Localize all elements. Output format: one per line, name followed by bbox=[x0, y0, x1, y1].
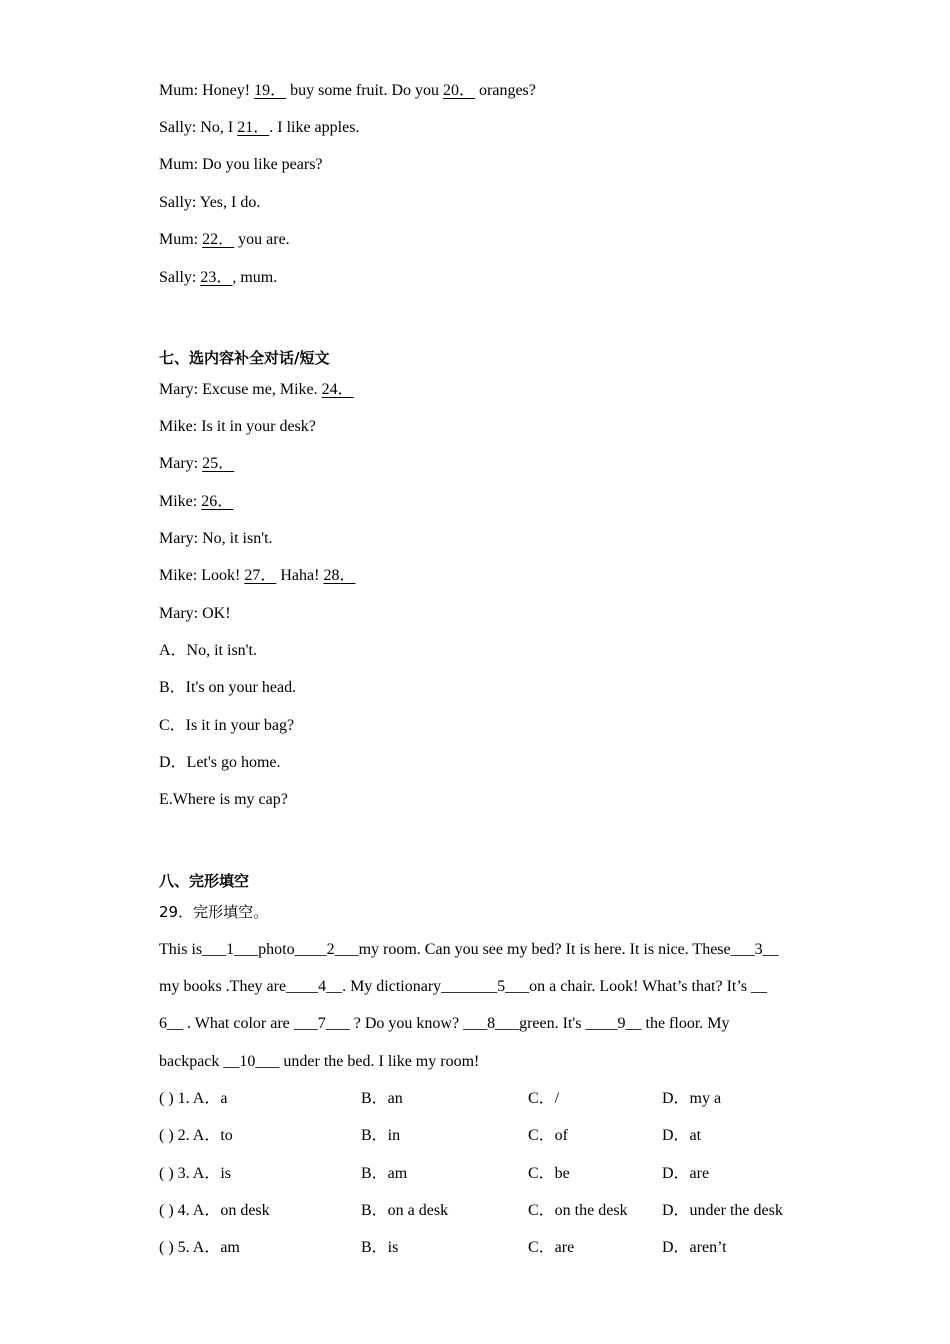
blank-5[interactable]: _______5___ bbox=[441, 978, 530, 995]
choice-c[interactable]: C．/ bbox=[528, 1090, 560, 1107]
passage-line bbox=[159, 939, 779, 961]
passage-text: . What color are bbox=[183, 1015, 294, 1032]
choice-c[interactable]: C．be bbox=[528, 1165, 570, 1182]
choice-c[interactable]: C．on the desk bbox=[528, 1202, 628, 1219]
option-b: B．It's on your head. bbox=[159, 679, 297, 696]
dialogue-line: Mike: Is it in your desk? bbox=[159, 418, 316, 435]
option-d: D．Let's go home. bbox=[159, 754, 281, 771]
dialogue-line bbox=[159, 117, 359, 139]
speaker-text: Mike: bbox=[159, 493, 202, 510]
dialogue-text: buy some fruit. Do you bbox=[286, 82, 443, 99]
blank-21[interactable]: 21． bbox=[237, 119, 270, 136]
blank-22[interactable]: 22． bbox=[202, 231, 235, 248]
dialogue-text: . I like apples. bbox=[269, 119, 360, 136]
choice-b[interactable]: B．in bbox=[361, 1127, 401, 1144]
question-29: 29．完形填空。 bbox=[159, 903, 269, 921]
dialogue-line bbox=[159, 453, 234, 475]
choice-d[interactable]: D．under the desk bbox=[662, 1202, 783, 1219]
speaker-text: Sally: bbox=[159, 269, 201, 286]
blank-8[interactable]: ___8___ bbox=[463, 1015, 520, 1032]
blank-1[interactable]: ___1___ bbox=[202, 941, 259, 958]
dialogue-line bbox=[159, 229, 290, 251]
choice-row-4 bbox=[159, 1200, 799, 1222]
passage-text: This is bbox=[159, 941, 203, 958]
passage-line bbox=[159, 1051, 479, 1073]
choice-question[interactable]: ( ) 3. A．is bbox=[159, 1165, 232, 1182]
speaker-text: Mum: bbox=[159, 231, 203, 248]
section-7-heading: 七、选内容补全对话/短文 bbox=[159, 349, 330, 367]
choice-d[interactable]: D．at bbox=[662, 1127, 702, 1144]
speaker-text: Mike: Look! bbox=[159, 567, 245, 584]
dialogue-line: Mary: OK! bbox=[159, 605, 231, 622]
choice-b[interactable]: B．is bbox=[361, 1239, 399, 1256]
dialogue-line: Sally: Yes, I do. bbox=[159, 194, 261, 211]
dialogue-line bbox=[159, 379, 354, 401]
passage-text: on a chair. Look! What’s that? It’s bbox=[529, 978, 752, 995]
choice-d[interactable]: D．are bbox=[662, 1165, 710, 1182]
dialogue-line: Mum: Do you like pears? bbox=[159, 156, 323, 173]
speaker-text: Mary: bbox=[159, 455, 203, 472]
option-a: A．No, it isn't. bbox=[159, 642, 258, 659]
speaker-text: Mary: Excuse me, Mike. bbox=[159, 381, 322, 398]
choice-row-5 bbox=[159, 1237, 799, 1259]
blank-20[interactable]: 20． bbox=[443, 82, 476, 99]
blank-7[interactable]: ___7___ bbox=[293, 1015, 350, 1032]
choice-row-3 bbox=[159, 1163, 799, 1185]
dialogue-line bbox=[159, 80, 536, 102]
passage-text: photo bbox=[258, 941, 295, 958]
speaker-text: Sally: No, I bbox=[159, 119, 238, 136]
choice-c[interactable]: C．are bbox=[528, 1239, 575, 1256]
choice-question[interactable]: ( ) 1. A．a bbox=[159, 1090, 228, 1107]
blank-23[interactable]: 23． bbox=[200, 269, 233, 286]
passage-text: ? Do you know? bbox=[349, 1015, 464, 1032]
passage-text: my room. Can you see my bed? It is here. It is nice. These bbox=[358, 941, 731, 958]
choice-question[interactable]: ( ) 5. A．am bbox=[159, 1239, 240, 1256]
passage-text: under the bed. I like my room! bbox=[279, 1053, 480, 1070]
choice-d[interactable]: D．my a bbox=[662, 1090, 722, 1107]
section-8-heading: 八、完形填空 bbox=[159, 872, 250, 890]
speaker-text: Mum: Honey! bbox=[159, 82, 255, 99]
blank-3[interactable]: ___3__ bbox=[730, 941, 779, 958]
choice-b[interactable]: B．am bbox=[361, 1165, 408, 1182]
passage-text: the floor. My bbox=[641, 1015, 730, 1032]
option-c: C．Is it in your bag? bbox=[159, 717, 295, 734]
blank-19[interactable]: 19． bbox=[254, 82, 287, 99]
choice-row-1 bbox=[159, 1088, 799, 1110]
blank-6-start[interactable]: __ bbox=[751, 978, 768, 995]
choice-b[interactable]: B．on a desk bbox=[361, 1202, 449, 1219]
dialogue-text: , mum. bbox=[232, 269, 278, 286]
dialogue-text: oranges? bbox=[475, 82, 536, 99]
option-e: E.Where is my cap? bbox=[159, 791, 288, 808]
passage-line bbox=[159, 976, 767, 998]
blank-28[interactable]: 28． bbox=[323, 567, 356, 584]
blank-6-end[interactable]: 6__ bbox=[159, 1015, 183, 1032]
blank-25[interactable]: 25． bbox=[202, 455, 235, 472]
blank-2[interactable]: ____2___ bbox=[294, 941, 359, 958]
blank-27[interactable]: 27． bbox=[244, 567, 277, 584]
choice-d[interactable]: D．aren’t bbox=[662, 1239, 727, 1256]
dialogue-line bbox=[159, 267, 277, 289]
dialogue-text: you are. bbox=[234, 231, 290, 248]
choice-question[interactable]: ( ) 2. A．to bbox=[159, 1127, 233, 1144]
blank-24[interactable]: 24． bbox=[321, 381, 354, 398]
passage-text: green. It's bbox=[519, 1015, 586, 1032]
blank-4[interactable]: ____4__ bbox=[286, 978, 343, 995]
choice-b[interactable]: B．an bbox=[361, 1090, 403, 1107]
dialogue-line bbox=[159, 565, 355, 587]
dialogue-line bbox=[159, 491, 233, 513]
passage-text: . My dictionary bbox=[342, 978, 442, 995]
blank-9[interactable]: ____9__ bbox=[585, 1015, 642, 1032]
passage-text: backpack bbox=[159, 1053, 224, 1070]
dialogue-line: Mary: No, it isn't. bbox=[159, 530, 273, 547]
choice-c[interactable]: C．of bbox=[528, 1127, 569, 1144]
passage-line bbox=[159, 1013, 730, 1035]
passage-text: my books .They are bbox=[159, 978, 287, 995]
dialogue-text: Haha! bbox=[276, 567, 324, 584]
blank-10[interactable]: __10___ bbox=[223, 1053, 280, 1070]
blank-26[interactable]: 26． bbox=[201, 493, 234, 510]
choice-question[interactable]: ( ) 4. A．on desk bbox=[159, 1202, 270, 1219]
choice-row-2 bbox=[159, 1125, 799, 1147]
